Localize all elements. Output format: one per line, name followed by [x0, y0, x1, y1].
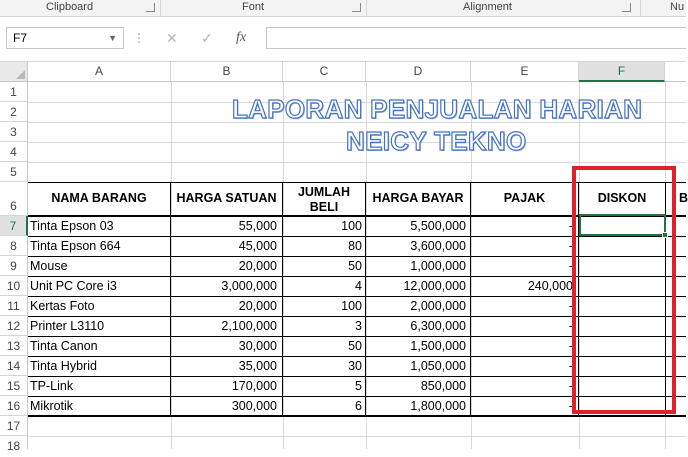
column-header-e[interactable]: E — [471, 62, 579, 82]
cell-nama[interactable]: Tinta Epson 664 — [30, 239, 121, 253]
name-box[interactable] — [6, 27, 124, 49]
cell-harga[interactable]: 30,000 — [238, 339, 277, 353]
cell-harga[interactable]: 3,000,000 — [221, 279, 277, 293]
ribbon-group-number: Nu — [670, 1, 685, 13]
insert-function-icon[interactable]: fx — [236, 30, 247, 45]
cell-bayar[interactable]: 1,500,000 — [410, 339, 466, 353]
cell-bayar[interactable]: 850,000 — [420, 379, 466, 393]
row-header-11[interactable]: 11 — [0, 296, 28, 316]
cell-bayar[interactable]: 6,300,000 — [410, 319, 466, 333]
cell-jumlah[interactable]: 6 — [355, 399, 362, 413]
cell-next[interactable]: - — [671, 219, 676, 233]
cell-bayar[interactable]: 1,000,000 — [410, 259, 466, 273]
report-title: LAPORAN PENJUALAN HARIAN — [232, 94, 643, 124]
alignment-launcher-icon[interactable] — [622, 3, 631, 12]
cell-jumlah[interactable]: 4 — [355, 279, 362, 293]
row-header-1[interactable]: 1 — [0, 82, 28, 102]
cell-jumlah[interactable]: 30 — [348, 359, 362, 373]
column-header-b[interactable]: B — [171, 62, 283, 82]
column-header-g[interactable] — [665, 62, 686, 82]
report-subtitle: NEICY TEKNO — [346, 126, 527, 156]
cell-next[interactable]: - — [671, 259, 676, 273]
cell-jumlah[interactable]: 3 — [355, 319, 362, 333]
row-header-16[interactable]: 16 — [0, 396, 28, 416]
row-header-7[interactable]: 7 — [0, 216, 28, 236]
ribbon-separator — [160, 0, 161, 16]
name-box-value: F7 — [13, 31, 28, 45]
cell-harga[interactable]: 45,000 — [238, 239, 277, 253]
cell-pajak[interactable]: - — [568, 379, 573, 393]
font-launcher-icon[interactable] — [352, 3, 361, 12]
column-header-d[interactable]: D — [366, 62, 471, 82]
cell-jumlah[interactable]: 50 — [348, 339, 362, 353]
header-diskon: DISKON — [597, 191, 647, 205]
header-jumlah-beli-line2: BELI — [309, 200, 339, 214]
row-header-10[interactable]: 10 — [0, 276, 28, 296]
column-header-f[interactable]: F — [579, 62, 665, 82]
cell-harga[interactable]: 2,100,000 — [221, 319, 277, 333]
row-header-5[interactable]: 5 — [0, 162, 28, 182]
cell-next[interactable]: - — [671, 399, 676, 413]
row-header-2[interactable]: 2 — [0, 102, 28, 122]
cell-harga[interactable]: 300,000 — [231, 399, 277, 413]
row-header-18[interactable]: 18 — [0, 436, 28, 449]
row-header-15[interactable]: 15 — [0, 376, 28, 396]
more-options-icon: ⋮ — [133, 31, 145, 45]
cell-jumlah[interactable]: 100 — [341, 299, 362, 313]
row-header-17[interactable]: 17 — [0, 416, 28, 436]
cell-pajak[interactable]: - — [568, 359, 573, 373]
cell-harga[interactable]: 170,000 — [231, 379, 277, 393]
cell-bayar[interactable]: 12,000,000 — [403, 279, 466, 293]
cell-pajak[interactable]: - — [568, 299, 573, 313]
ribbon-separator — [366, 0, 367, 16]
header-jumlah-beli-line1: JUMLAH — [297, 185, 351, 199]
header-harga-bayar: HARGA BAYAR — [372, 191, 464, 205]
row-header-6[interactable]: 6 — [0, 182, 28, 216]
cell-harga[interactable]: 35,000 — [238, 359, 277, 373]
cell-nama[interactable]: Unit PC Core i3 — [30, 279, 117, 293]
select-all-button[interactable] — [0, 62, 28, 82]
header-next-partial: B — [679, 191, 688, 205]
cell-pajak[interactable]: - — [568, 259, 573, 273]
header-jumlah-beli — [283, 182, 365, 216]
formula-input[interactable] — [266, 27, 686, 49]
row-header-13[interactable]: 13 — [0, 336, 28, 356]
enter-check-icon[interactable]: ✓ — [201, 30, 213, 46]
cell-nama[interactable]: Mouse — [30, 259, 68, 273]
cell-jumlah[interactable]: 100 — [341, 219, 362, 233]
cell-nama[interactable]: Tinta Epson 03 — [30, 219, 114, 233]
column-header-c[interactable]: C — [283, 62, 366, 82]
cell-bayar[interactable]: 5,500,000 — [410, 219, 466, 233]
cell-next[interactable]: - — [671, 239, 676, 253]
formula-bar — [0, 17, 686, 62]
cell-next[interactable]: - — [671, 359, 676, 373]
cell-nama[interactable]: Printer L3110 — [30, 319, 105, 333]
header-pajak: PAJAK — [503, 191, 546, 205]
cell-next[interactable]: - — [671, 379, 676, 393]
cell-next[interactable]: - — [671, 319, 676, 333]
ribbon-group-font: Font — [242, 1, 265, 13]
row-header-9[interactable]: 9 — [0, 256, 28, 276]
cell-bayar[interactable]: 2,000,000 — [410, 299, 466, 313]
cell-jumlah[interactable]: 5 — [355, 379, 362, 393]
cell-harga[interactable]: 55,000 — [238, 219, 277, 233]
cell-bayar[interactable]: 1,050,000 — [410, 359, 466, 373]
cell-pajak[interactable]: - — [568, 239, 573, 253]
cell-harga[interactable]: 20,000 — [238, 259, 277, 273]
row-header-4[interactable]: 4 — [0, 142, 28, 162]
cell-nama[interactable]: Kertas Foto — [30, 299, 95, 313]
cancel-icon[interactable]: ✕ — [166, 30, 178, 46]
header-nama-barang: NAMA BARANG — [51, 191, 147, 205]
cell-harga[interactable]: 20,000 — [238, 299, 277, 313]
column-header-a[interactable]: A — [28, 62, 171, 82]
cell-next[interactable]: - — [671, 339, 676, 353]
cell-nama[interactable]: Tinta Canon — [30, 339, 98, 353]
cell-next[interactable]: - — [671, 299, 676, 313]
cell-nama[interactable]: TP-Link — [30, 379, 74, 393]
cell-pajak[interactable]: - — [568, 319, 573, 333]
diskon-highlight-box — [572, 166, 676, 414]
cell-pajak[interactable]: - — [568, 219, 573, 233]
row-header-14[interactable]: 14 — [0, 356, 28, 376]
cell-nama[interactable]: Mikrotik — [30, 399, 74, 413]
row-header-8[interactable]: 8 — [0, 236, 28, 256]
chevron-down-icon[interactable]: ▼ — [108, 33, 117, 43]
cell-jumlah[interactable]: 80 — [348, 239, 362, 253]
header-harga-satuan: HARGA SATUAN — [176, 191, 277, 205]
cell-bayar[interactable]: 3,600,000 — [410, 239, 466, 253]
row-header-12[interactable]: 12 — [0, 316, 28, 336]
cell-next[interactable]: - — [671, 279, 676, 293]
ribbon-group-clipboard: Clipboard — [46, 1, 94, 13]
ribbon-separator — [640, 0, 641, 16]
cell-nama[interactable]: Tinta Hybrid — [30, 359, 97, 373]
cell-pajak[interactable]: - — [568, 399, 573, 413]
clipboard-launcher-icon[interactable] — [146, 3, 155, 12]
row-header-3[interactable]: 3 — [0, 122, 28, 142]
cell-pajak[interactable]: 240,000 — [527, 279, 573, 293]
cell-pajak[interactable]: - — [568, 339, 573, 353]
cell-bayar[interactable]: 1,800,000 — [410, 399, 466, 413]
cell-jumlah[interactable]: 50 — [348, 259, 362, 273]
ribbon-group-alignment: Alignment — [463, 1, 512, 13]
ribbon-group-labels — [0, 0, 686, 17]
